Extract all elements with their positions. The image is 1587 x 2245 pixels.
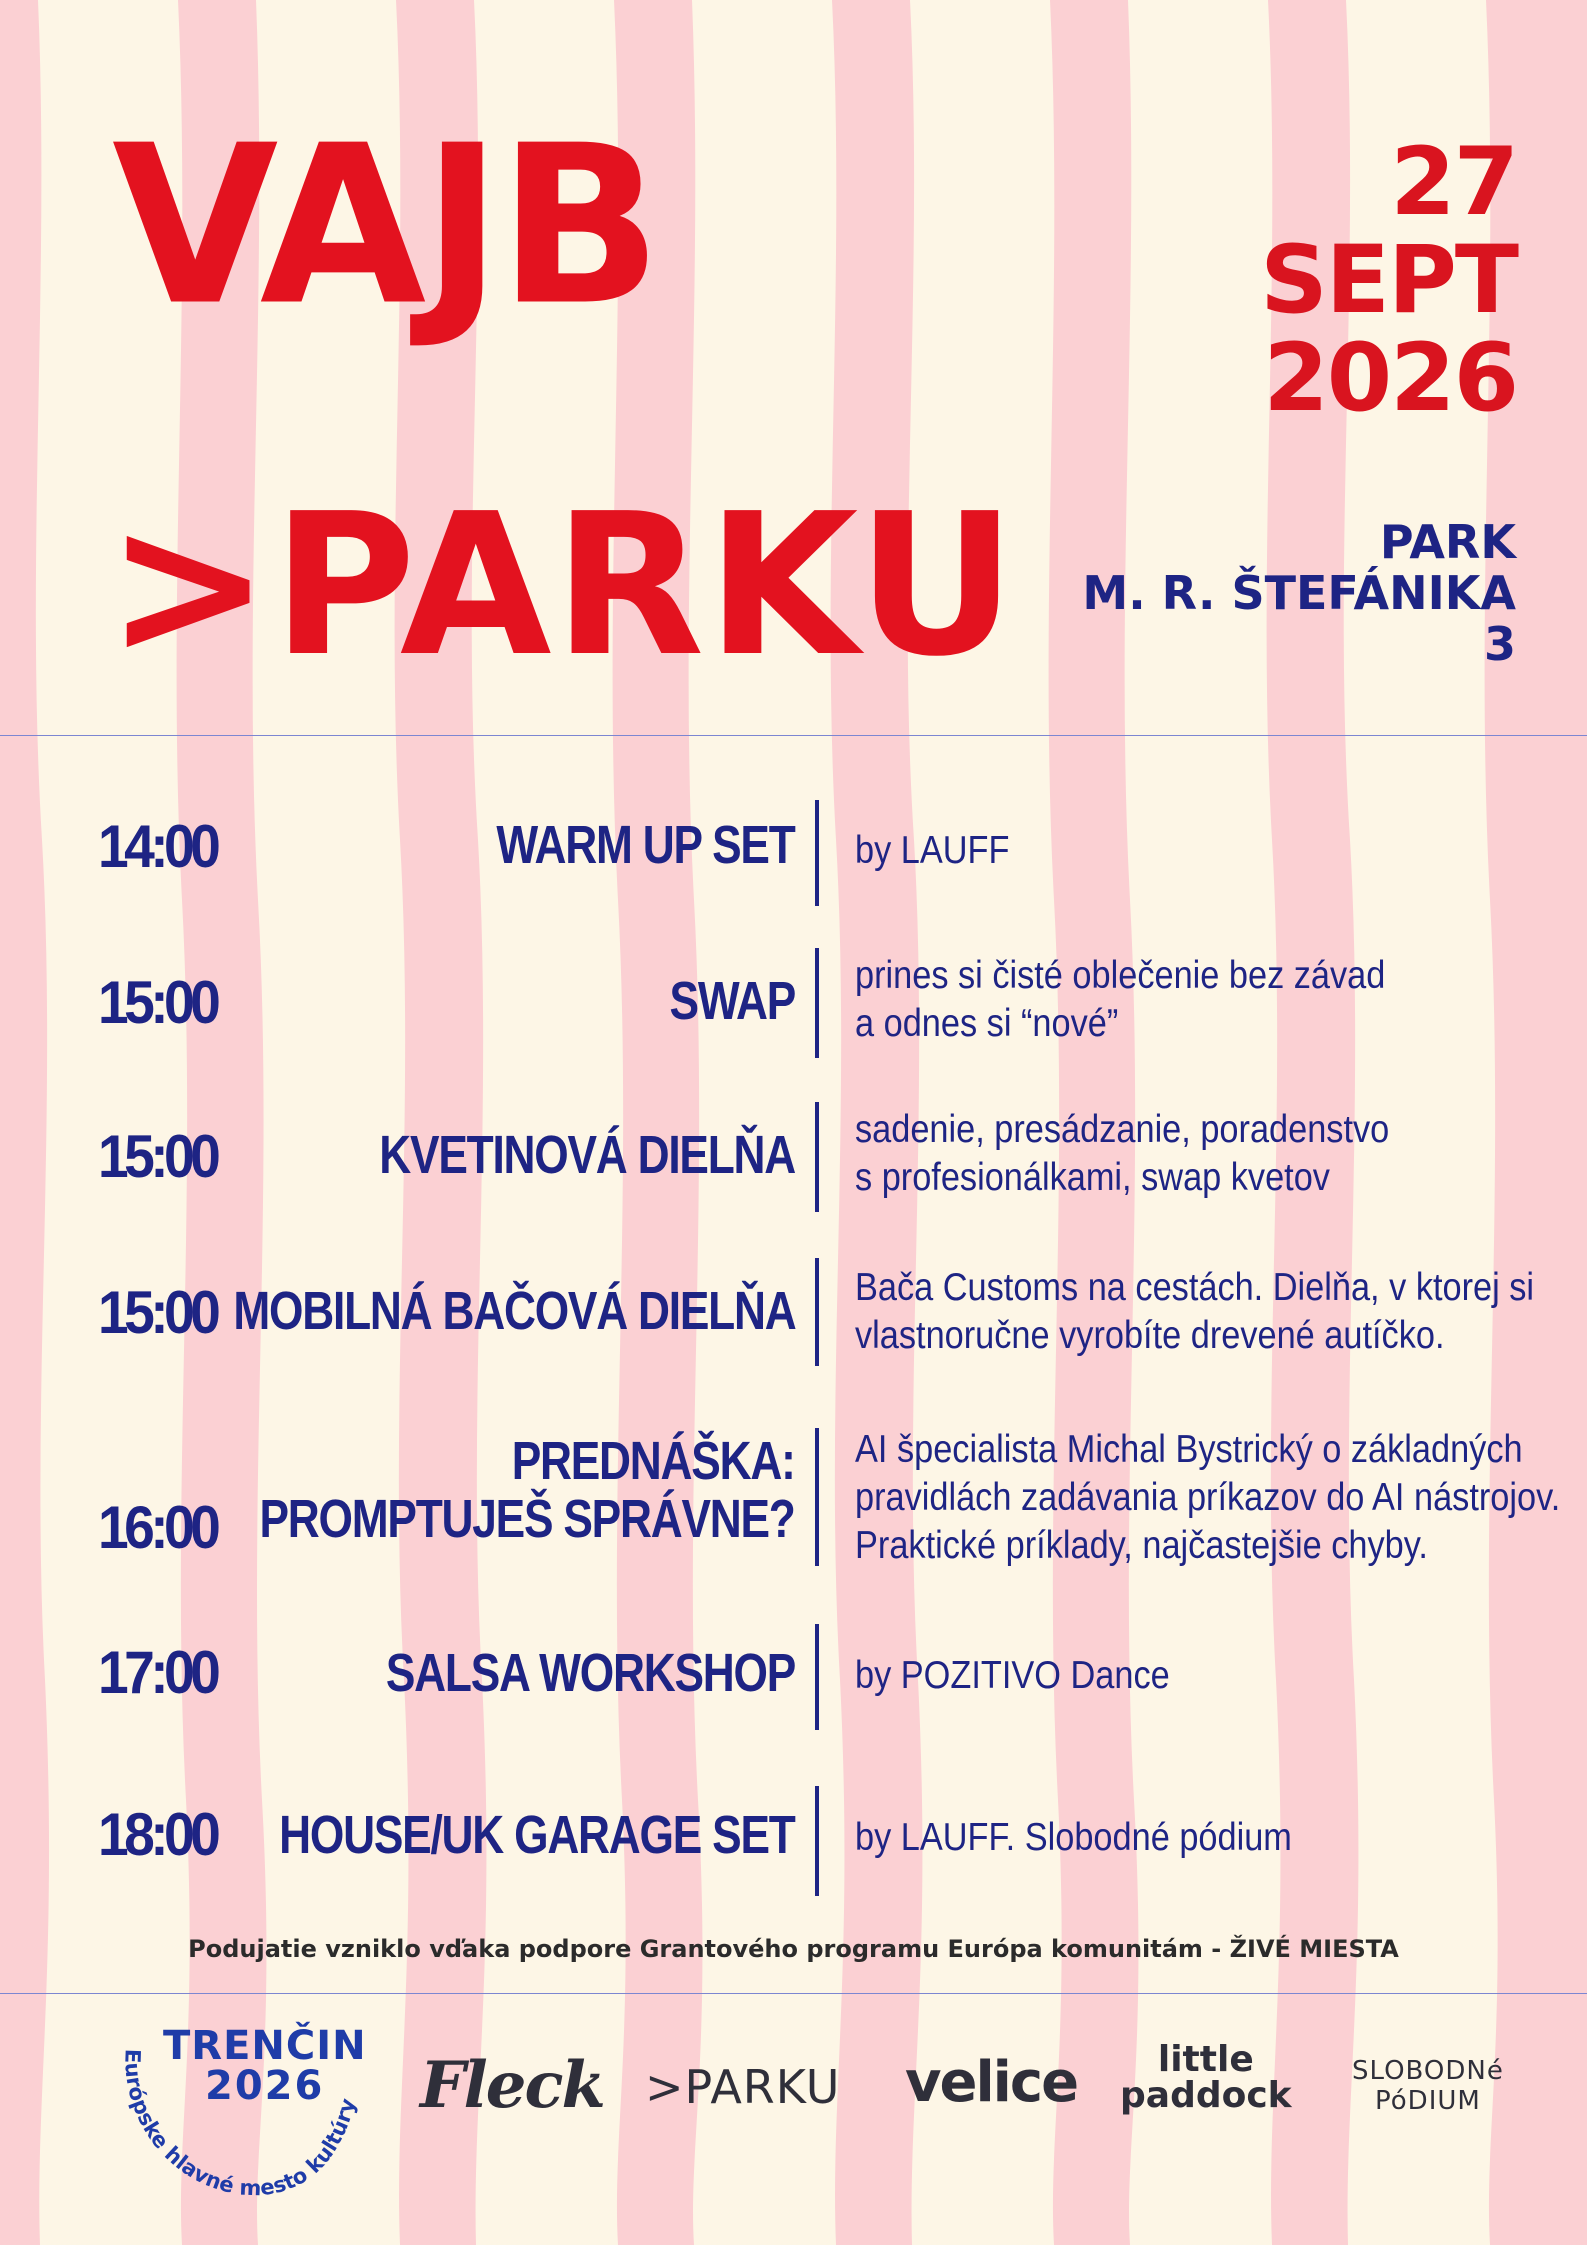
trencin-tagline: Európske hlavné mesto kultúry	[120, 2048, 361, 2201]
program-description: prines si čisté oblečenie bez závad a odnes si “nové”	[855, 954, 1386, 1045]
program-event: SALSA WORKSHOP	[385, 1643, 795, 1703]
program-time: 16:00	[98, 1494, 217, 1561]
title-parku: >PARKU	[106, 472, 1019, 700]
program-separator	[815, 1258, 819, 1366]
parku-logo: >PARKU	[645, 2060, 841, 2114]
date-year: 2026	[1263, 324, 1517, 433]
program-description: Bača Customs na cestách. Dielňa, v ktorej si vlastnoručne vyrobíte drevené autíčko.	[855, 1266, 1535, 1357]
program-time: 15:00	[98, 1279, 217, 1346]
program-time: 14:00	[98, 813, 217, 880]
program-separator	[815, 800, 819, 906]
program-event: HOUSE/UK GARAGE SET	[279, 1805, 795, 1865]
program-separator	[815, 1428, 819, 1566]
program-time: 18:00	[98, 1801, 217, 1868]
trencin-2026-logo	[105, 2010, 375, 2210]
divider-bottom	[0, 1993, 1587, 1994]
program-event: KVETINOVÁ DIELŇA	[379, 1125, 795, 1185]
date-day: 27	[1390, 128, 1517, 237]
divider-top	[0, 735, 1587, 736]
slobodne-podium-logo: SLOBODNé PóDIUM	[1352, 2056, 1504, 2116]
program-separator	[815, 1624, 819, 1730]
event-date	[1260, 128, 1517, 433]
velice-logo: velice	[905, 2050, 1078, 2115]
program-separator	[815, 1786, 819, 1896]
support-text: Podujatie vzniklo vďaka podpore Grantového programu Európa komunitám - ŽIVÉ MIESTA	[188, 1935, 1399, 1963]
program-time: 15:00	[98, 1123, 217, 1190]
title-vajb: VAJB	[112, 97, 659, 354]
program-time: 15:00	[98, 969, 217, 1036]
program-separator	[815, 1102, 819, 1212]
little-paddock-logo: little paddock	[1120, 2039, 1292, 2116]
program-event: WARM UP SET	[496, 815, 795, 875]
program-event: PREDNÁŠKA: PROMPTUJEŠ SPRÁVNE?	[259, 1431, 795, 1549]
program-event: SWAP	[669, 971, 795, 1031]
program-description: AI špecialista Michal Bystrický o základných pravidlách zadávania príkazov do AI nástrojov. Praktické príklady, najčastejšie chyby.	[855, 1428, 1561, 1567]
fleck-logo: Fleck	[420, 2048, 604, 2123]
venue-line-1: PARK	[1379, 515, 1516, 569]
program-description: sadenie, presádzanie, poradenstvo s profesionálkami, swap kvetov	[855, 1108, 1390, 1199]
program-event: MOBILNÁ BAČOVÁ DIELŇA	[232, 1281, 795, 1341]
program-time: 17:00	[98, 1639, 217, 1706]
program-separator	[815, 948, 819, 1058]
venue	[1082, 517, 1516, 670]
trencin-name: TRENČIN	[163, 2023, 367, 2069]
venue-line-2: M. R. ŠTEFÁNIKA	[1082, 566, 1516, 620]
program-description: by LAUFF	[855, 829, 1010, 872]
program-description: by LAUFF. Slobodné pódium	[855, 1816, 1292, 1859]
date-month: SEPT	[1260, 226, 1517, 335]
program-description: by POZITIVO Dance	[855, 1654, 1170, 1697]
trencin-year: 2026	[205, 2063, 325, 2109]
venue-line-3: 3	[1483, 617, 1516, 671]
